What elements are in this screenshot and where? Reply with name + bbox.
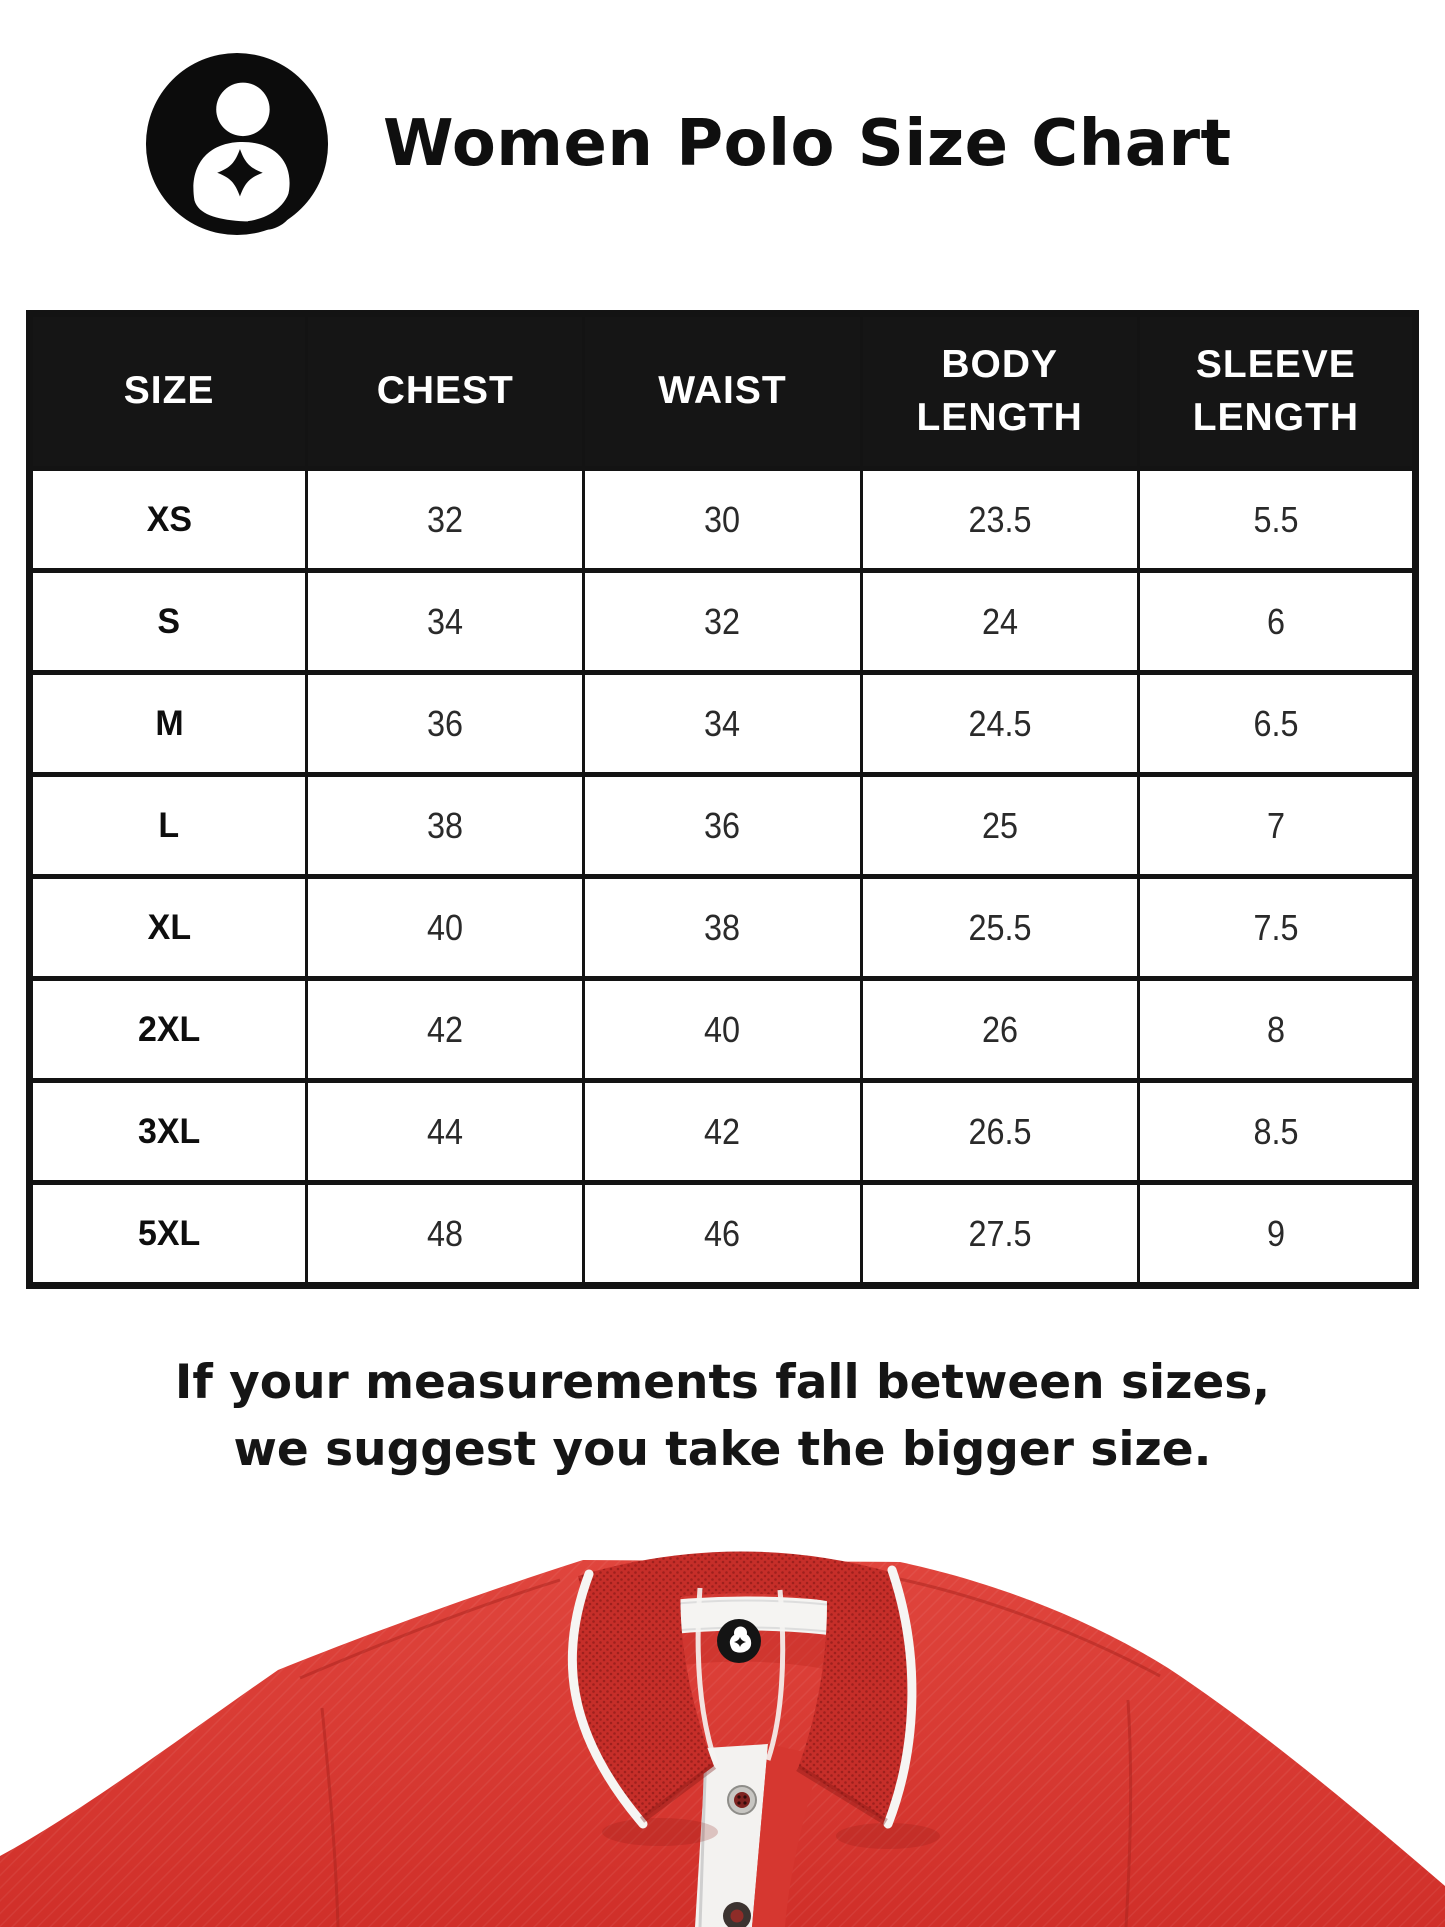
note-line-1: If your measurements fall between sizes, [174,1355,1271,1410]
cell-chest: 38 [307,775,584,877]
cell-waist: 34 [584,673,861,775]
cell-body-length: 26.5 [861,1081,1138,1183]
column-header-size: SIZE [30,314,307,469]
column-header-body-length: BODY LENGTH [861,314,1138,469]
cell-sleeve-length: 8.5 [1138,1081,1415,1183]
cell-size: 2XL [30,979,307,1081]
note-line-2: we suggest you take the bigger size. [233,1421,1212,1477]
cell-chest: 34 [307,571,584,673]
header [143,50,1232,238]
column-header-sleeve-length: SLEEVE LENGTH [1138,314,1415,469]
collar-shadow-left [602,1818,718,1846]
neck-logo-tag [717,1619,761,1663]
cell-size: 5XL [30,1183,307,1286]
cell-size: S [30,571,307,673]
cell-body-length: 24 [861,571,1138,673]
cell-sleeve-length: 5.5 [1138,469,1415,571]
cell-size: L [30,775,307,877]
cell-size: XL [30,877,307,979]
table-row [30,1081,1416,1183]
cell-waist: 40 [584,979,861,1081]
cell-chest: 44 [307,1081,584,1183]
size-table [26,310,1419,1289]
cell-sleeve-length: 8 [1138,979,1415,1081]
page-title: Women Polo Size Chart [383,107,1232,181]
cell-body-length: 26 [861,979,1138,1081]
sizing-note [0,1350,1445,1483]
cell-body-length: 27.5 [861,1183,1138,1286]
header-row [30,314,1416,469]
column-header-chest: CHEST [307,314,584,469]
cell-waist: 30 [584,469,861,571]
cell-size: 3XL [30,1081,307,1183]
cell-waist: 38 [584,877,861,979]
table-row [30,571,1416,673]
column-header-waist: WAIST [584,314,861,469]
polo-shirt-photo [0,1518,1445,1927]
cell-sleeve-length: 7.5 [1138,877,1415,979]
size-table-header [30,314,1416,469]
cell-chest: 36 [307,673,584,775]
table-row [30,673,1416,775]
cell-chest: 40 [307,877,584,979]
table-row [30,979,1416,1081]
cell-waist: 42 [584,1081,861,1183]
cell-sleeve-length: 7 [1138,775,1415,877]
cell-size: XS [30,469,307,571]
table-row [30,1183,1416,1286]
table-row [30,469,1416,571]
cell-waist: 46 [584,1183,861,1286]
cell-sleeve-length: 6.5 [1138,673,1415,775]
cell-body-length: 25.5 [861,877,1138,979]
button-top [728,1786,756,1814]
brand-logo-icon [143,50,331,238]
cell-body-length: 25 [861,775,1138,877]
table-row [30,877,1416,979]
cell-size: M [30,673,307,775]
cell-waist: 32 [584,571,861,673]
size-table-body [30,469,1416,1286]
cell-sleeve-length: 6 [1138,571,1415,673]
cell-chest: 32 [307,469,584,571]
cell-chest: 48 [307,1183,584,1286]
cell-waist: 36 [584,775,861,877]
table-row [30,775,1416,877]
cell-sleeve-length: 9 [1138,1183,1415,1286]
cell-chest: 42 [307,979,584,1081]
cell-body-length: 23.5 [861,469,1138,571]
cell-body-length: 24.5 [861,673,1138,775]
